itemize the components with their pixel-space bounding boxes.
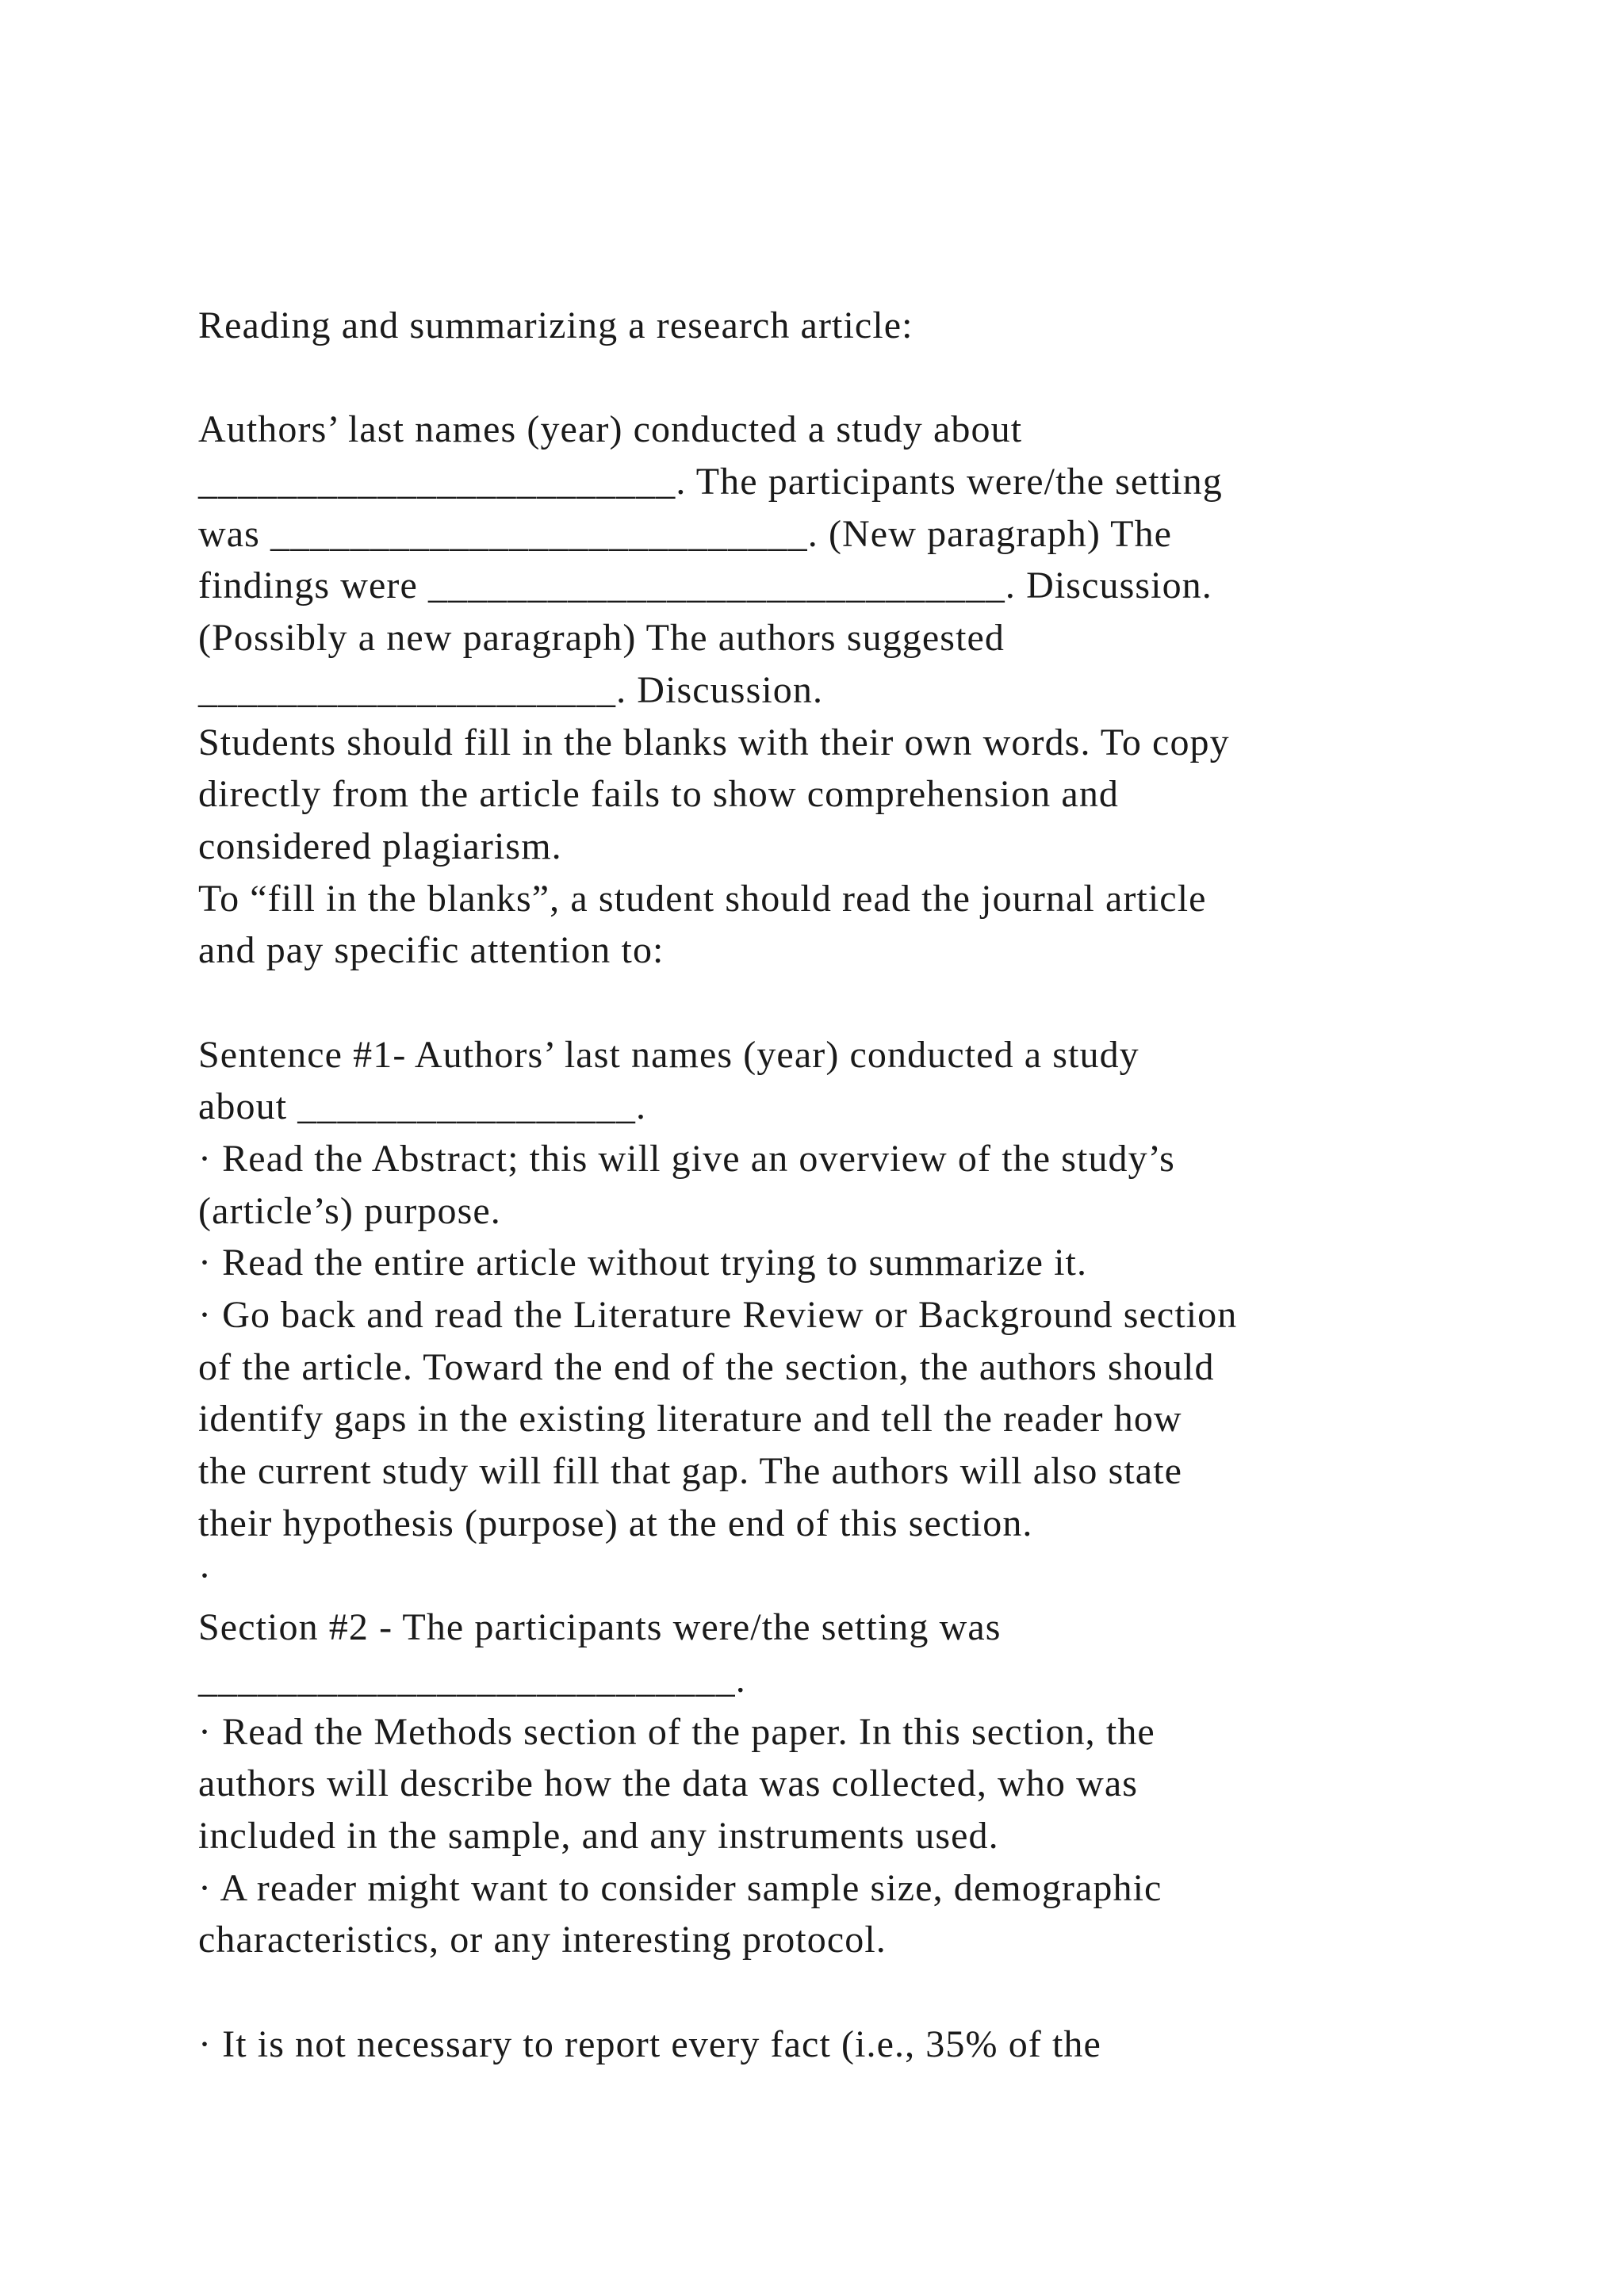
section-heading: ___________________________. (198, 1658, 746, 1701)
instruction-line: Students should fill in the blanks with their own words. To copy (198, 721, 1230, 763)
section-heading: about _________________. (198, 1085, 647, 1128)
bullet-line: identify gaps in the existing literature and tell the reader how (198, 1398, 1182, 1441)
template-line: Authors’ last names (year) conducted a study about (198, 408, 1023, 451)
bullet-line: their hypothesis (purpose) at the end of this section. (198, 1502, 1033, 1544)
bullet-line: · (198, 1554, 213, 1597)
bullet-line: authors will describe how the data was collected, who was (198, 1762, 1139, 1805)
bullet-line: · Read the Abstract; this will give an overview of the study’s (198, 1138, 1175, 1180)
blank-line (198, 352, 1467, 404)
bullet-line: included in the sample, and any instruments used. (198, 1814, 999, 1857)
section-heading: Sentence #1- Authors’ last names (year) conducted a study (198, 1033, 1139, 1076)
instruction-line: To “fill in the blanks”, a student should read the journal article (198, 877, 1207, 920)
bullet-line: · Go back and read the Literature Review or Background section (198, 1294, 1238, 1337)
document-body (198, 300, 1467, 2070)
blank-line (198, 977, 1467, 1029)
blank-line (198, 1966, 1467, 2019)
bullet-line: of the article. Toward the end of the section, the authors should (198, 1345, 1215, 1388)
instruction-line: directly from the article fails to show comprehension and (198, 773, 1120, 816)
bullet-line: · Read the Methods section of the paper. In this section, the (198, 1710, 1155, 1753)
bullet-line: (article’s) purpose. (198, 1189, 501, 1232)
section-heading: Section #2 - The participants were/the setting was (198, 1606, 1002, 1649)
bullet-line: characteristics, or any interesting protocol. (198, 1919, 887, 1961)
template-line: _____________________. Discussion. (198, 668, 824, 711)
template-line: ________________________. The participants were/the setting (198, 461, 1223, 503)
instruction-line: and pay specific attention to: (198, 929, 665, 972)
template-line: was ___________________________. (New paragraph) The (198, 512, 1173, 555)
bullet-line: · Read the entire article without trying to summarize it. (198, 1242, 1088, 1284)
bullet-line: · A reader might want to consider sample size, demographic (198, 1866, 1162, 1909)
bullet-line: · It is not necessary to report every fact (i.e., 35% of the (198, 2022, 1101, 2065)
template-line: findings were _____________________________. Discussion. (198, 564, 1212, 607)
template-line: (Possibly a new paragraph) The authors suggested (198, 617, 1005, 660)
instruction-line: considered plagiarism. (198, 825, 562, 867)
bullet-line: the current study will fill that gap. The authors will also state (198, 1450, 1183, 1493)
document-title: Reading and summarizing a research article: (198, 304, 914, 346)
